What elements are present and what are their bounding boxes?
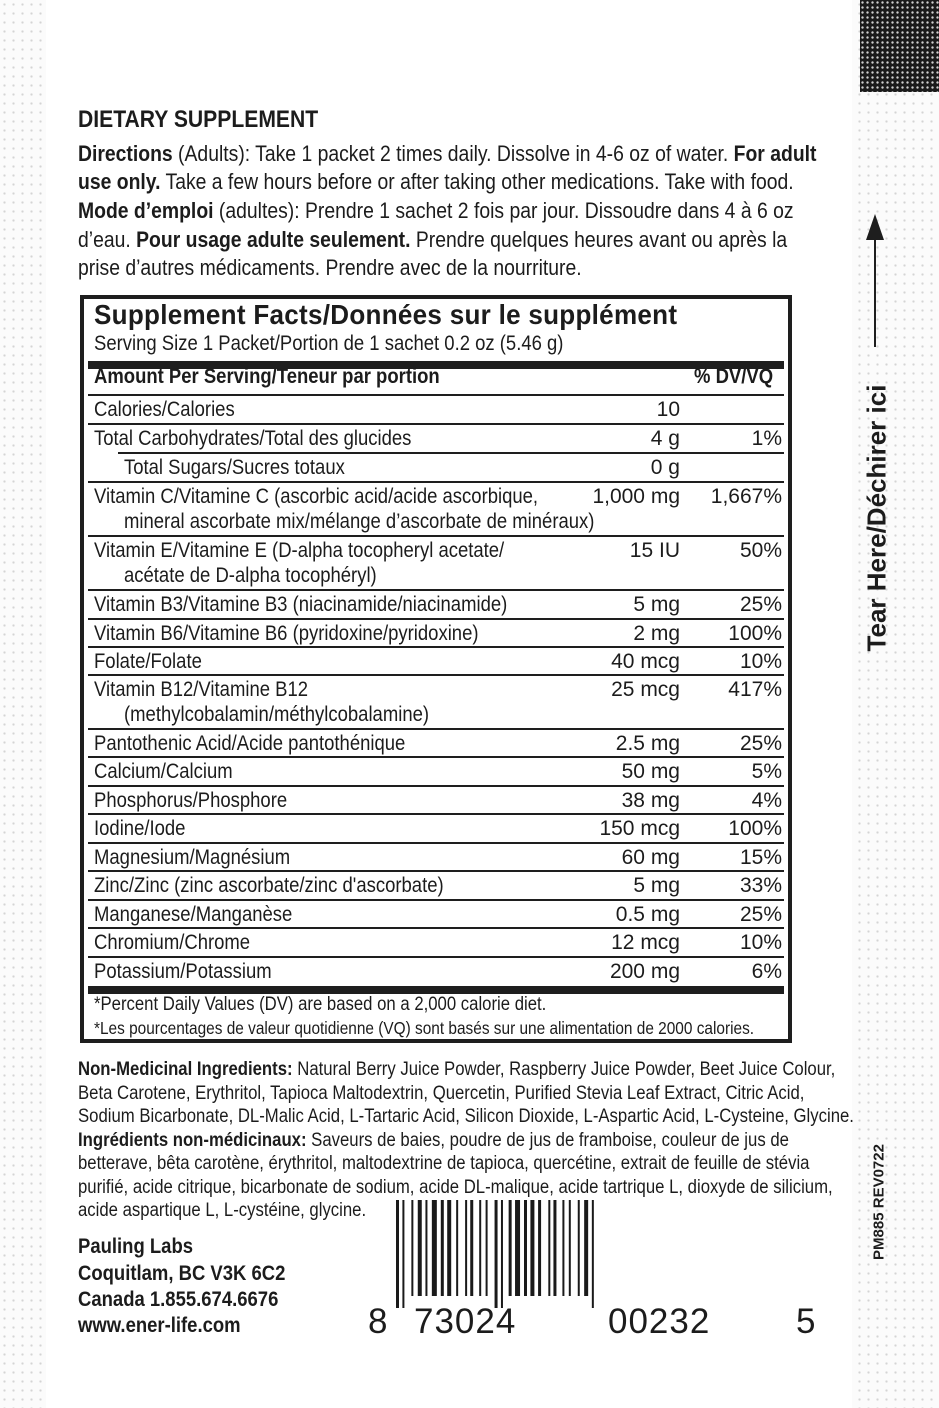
nutrient-name: Folate/Folate xyxy=(94,650,202,673)
directions-line-3: Mode d’emploi (adultes): Prendre 1 sachet 2 fois par jour. Dissoudre dans 4 à 6 oz xyxy=(78,198,794,223)
row-divider xyxy=(88,481,784,483)
nutrient-name-continued: mineral ascorbate mix/mélange d’ascorbate de minéraux) xyxy=(124,510,595,533)
product-code: PM885 REV0722 xyxy=(870,1144,888,1260)
row-divider xyxy=(118,452,784,454)
nutrient-dv: 15% xyxy=(739,846,782,869)
nutrient-dv: 50% xyxy=(739,539,782,562)
nutrient-amount: 60 mg xyxy=(621,846,680,869)
nutrient-amount: 15 IU xyxy=(629,539,680,562)
barcode-bar xyxy=(515,1200,520,1296)
ingredients-fr-line-2: betterave, bêta carotène, érythritol, maltodextrine de tapioca, quercétine, extrait de feuille de stévia xyxy=(78,1153,810,1174)
nutrient-amount: 5 mg xyxy=(633,874,680,897)
ingredients-en-line-3: Sodium Bicarbonate, DL-Malic Acid, L-Tartaric Acid, Silicon Dioxide, L-Aspartic Acid, L-Cysteine, Glycine. xyxy=(78,1106,854,1127)
corner-pattern xyxy=(860,0,939,92)
nutrient-amount: 10 xyxy=(656,398,680,421)
directions-line-1: Directions (Adults): Take 1 packet 2 times daily. Dissolve in 4-6 oz of water. For adult xyxy=(78,141,817,166)
nutrient-dv: 5% xyxy=(751,760,782,783)
directions-line-2: use only. Take a few hours before or after taking other medications. Take with food. xyxy=(78,169,794,194)
nutrient-amount: 0 g xyxy=(650,456,680,479)
row-divider xyxy=(88,956,784,958)
ingredients-fr-line-1: Ingrédients non-médicinaux: Saveurs de baies, poudre de jus de framboise, couleur de jus de xyxy=(78,1130,789,1151)
row-divider xyxy=(88,618,784,620)
barcode-bar xyxy=(486,1200,488,1296)
nutrient-amount: 4 g xyxy=(650,427,680,450)
nutrient-name: Potassium/Potassium xyxy=(94,960,272,983)
nutrient-dv: 1% xyxy=(751,427,782,450)
barcode-bar xyxy=(562,1200,564,1296)
barcode-bar xyxy=(592,1200,594,1308)
barcode-bar xyxy=(578,1200,580,1296)
company-name: Pauling Labs xyxy=(78,1235,194,1258)
directions-line-5: prise d’autres médicaments. Prendre avec de la nourriture. xyxy=(78,255,582,280)
barcode-bar xyxy=(411,1200,413,1296)
barcode-bar xyxy=(402,1200,404,1308)
nutrient-amount: 38 mg xyxy=(621,789,680,812)
nutrient-amount: 150 mcg xyxy=(599,817,680,840)
nutrient-amount: 2.5 mg xyxy=(615,732,680,755)
barcode-bar xyxy=(501,1200,503,1308)
footnote-fr: *Les pourcentages de valeur quotidienne (VQ) sont basés sur une alimentation de 2000 calories. xyxy=(94,1018,755,1038)
nutrient-dv: 33% xyxy=(739,874,782,897)
nutrient-name: Zinc/Zinc (zinc ascorbate/zinc d'ascorbate) xyxy=(94,874,444,897)
barcode-icon xyxy=(396,1200,804,1308)
dv-header: % DV/VQ xyxy=(694,365,774,388)
barcode-bar xyxy=(456,1200,458,1296)
row-divider xyxy=(88,842,784,844)
barcode-bar xyxy=(425,1200,427,1296)
nutrient-dv: 100% xyxy=(728,622,782,645)
nutrient-name: Vitamin E/Vitamine E (D-alpha tocopheryl acetate/ xyxy=(94,539,505,562)
barcode-bar xyxy=(495,1200,498,1308)
barcode-group-left: 73024 xyxy=(414,1302,517,1341)
barcode-bar xyxy=(524,1200,527,1296)
row-divider xyxy=(88,927,784,929)
nutrient-amount: 12 mcg xyxy=(611,931,680,954)
nutrient-name: Phosphorus/Phosphore xyxy=(94,789,288,812)
row-divider xyxy=(88,813,784,815)
tear-here-label: Tear Here/Déchirer ici xyxy=(861,384,892,652)
barcode-digit-first: 8 xyxy=(368,1302,388,1341)
row-divider xyxy=(88,756,784,758)
row-divider xyxy=(88,589,784,591)
footnote-en: *Percent Daily Values (DV) are based on a 2,000 calorie diet. xyxy=(94,994,547,1015)
nutrient-dv: 6% xyxy=(751,960,782,983)
barcode-bar xyxy=(538,1200,541,1296)
nutrient-name-continued: acétate de D-alpha tocophéryl) xyxy=(124,564,377,587)
row-divider xyxy=(88,423,784,425)
row-divider xyxy=(88,535,784,537)
barcode-bar xyxy=(569,1200,571,1296)
barcode-group-right: 00232 xyxy=(608,1302,711,1341)
company-phone: Canada 1.855.674.6676 xyxy=(78,1288,279,1311)
nutrient-name: Vitamin B6/Vitamine B6 (pyridoxine/pyridoxine) xyxy=(94,622,479,645)
row-divider xyxy=(88,646,784,648)
barcode-bar xyxy=(479,1200,481,1296)
ingredients-en-line-2: Beta Carotene, Erythritol, Tapioca Maltodextrin, Quercetin, Purified Stevia Leaf Extract, Citric Acid, xyxy=(78,1083,805,1104)
nutrient-name-continued: (methylcobalamin/méthylcobalamine) xyxy=(124,703,430,726)
tear-line xyxy=(874,232,876,347)
barcode-bar xyxy=(530,1200,534,1296)
nutrient-dv: 25% xyxy=(739,593,782,616)
nutrient-name: Pantothenic Acid/Acide pantothénique xyxy=(94,732,406,755)
nutrient-amount: 50 mg xyxy=(621,760,680,783)
label-title: DIETARY SUPPLEMENT xyxy=(78,106,319,133)
nutrient-dv: 417% xyxy=(728,678,782,701)
nutrient-amount: 5 mg xyxy=(633,593,680,616)
nutrient-dv: 25% xyxy=(739,732,782,755)
company-city: Coquitlam, BC V3K 6C2 xyxy=(78,1262,286,1285)
nutrient-name: Manganese/Manganèse xyxy=(94,903,293,926)
barcode-digit-last: 5 xyxy=(796,1302,816,1341)
amount-header: Amount Per Serving/Teneur par portion xyxy=(94,365,440,388)
barcode-bar xyxy=(396,1200,399,1308)
nutrient-dv: 4% xyxy=(751,789,782,812)
ingredients-en-line-1: Non-Medicinal Ingredients: Natural Berry Juice Powder, Raspberry Juice Powder, Beet Juice Colour, xyxy=(78,1059,836,1080)
nutrient-name: Chromium/Chrome xyxy=(94,931,251,954)
barcode-bar xyxy=(584,1200,588,1296)
barcode-bar xyxy=(470,1200,473,1296)
nutrient-name: Calcium/Calcium xyxy=(94,760,233,783)
ingredients-fr-line-4: acide aspartique L, L-cystéine, glycine. xyxy=(78,1200,367,1221)
nutrient-dv: 25% xyxy=(739,903,782,926)
nutrient-name: Vitamin C/Vitamine C (ascorbic acid/acide ascorbique, xyxy=(94,485,539,508)
barcode-bar xyxy=(465,1200,467,1296)
row-divider xyxy=(88,899,784,901)
directions-line-4: d’eau. Pour usage adulte seulement. Prendre quelques heures avant ou après la xyxy=(78,227,788,252)
nutrient-name: Total Sugars/Sucres totaux xyxy=(124,456,345,479)
barcode-bar xyxy=(548,1200,550,1296)
barcode-bar xyxy=(441,1200,444,1296)
row-divider xyxy=(88,394,784,396)
barcode-bar xyxy=(418,1200,422,1296)
serving-size: Serving Size 1 Packet/Portion de 1 sachet 0.2 oz (5.46 g) xyxy=(94,332,564,355)
barcode-bar xyxy=(447,1200,451,1296)
row-divider xyxy=(88,674,784,676)
nutrient-name: Iodine/Iode xyxy=(94,817,186,840)
row-divider xyxy=(88,870,784,872)
nutrient-amount: 2 mg xyxy=(633,622,680,645)
row-divider xyxy=(88,728,784,730)
nutrient-name: Magnesium/Magnésium xyxy=(94,846,291,869)
nutrient-name: Vitamin B3/Vitamine B3 (niacinamide/niacinamide) xyxy=(94,593,508,616)
nutrient-amount: 40 mcg xyxy=(611,650,680,673)
nutrient-amount: 0.5 mg xyxy=(615,903,680,926)
thick-rule-bottom xyxy=(88,986,784,994)
nutrient-dv: 10% xyxy=(739,650,782,673)
nutrient-amount: 200 mg xyxy=(609,960,680,983)
barcode-bar xyxy=(553,1200,556,1296)
nutrient-dv: 100% xyxy=(728,817,782,840)
nutrient-amount: 1,000 mg xyxy=(592,485,680,508)
barcode-bar xyxy=(432,1200,437,1296)
nutrient-dv: 1,667% xyxy=(710,485,782,508)
company-website: www.ener-life.com xyxy=(78,1314,241,1337)
row-divider xyxy=(88,785,784,787)
barcode-bar xyxy=(509,1200,512,1296)
ingredients-fr-line-3: purifié, acide citrique, bicarbonate de sodium, acide DL-malique, acide tartrique L, dioxyde de silicium, xyxy=(78,1177,833,1198)
nutrient-name: Vitamin B12/Vitamine B12 xyxy=(94,678,309,701)
supplement-facts-title: Supplement Facts/Données sur le supplément xyxy=(94,299,678,330)
nutrient-name: Total Carbohydrates/Total des glucides xyxy=(94,427,412,450)
nutrient-name: Calories/Calories xyxy=(94,398,235,421)
nutrient-dv: 10% xyxy=(739,931,782,954)
nutrient-amount: 25 mcg xyxy=(611,678,680,701)
